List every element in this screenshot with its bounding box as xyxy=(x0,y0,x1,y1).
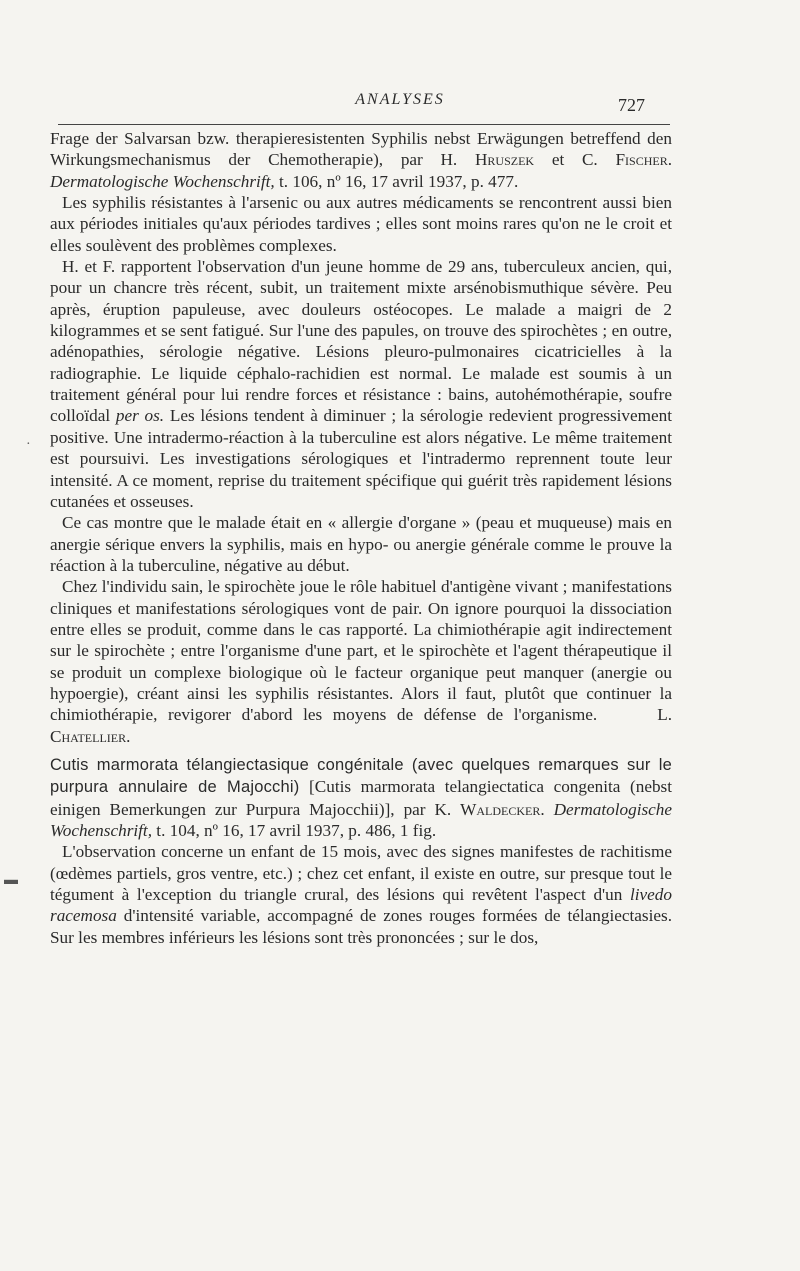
article2-original-title: [Cutis marmorata telangiectatica congenita (nebst einigen Bemerkungen zur Purpura Majocchii)], par K. xyxy=(50,777,673,819)
paragraph-text: Chez l'individu sain, le spirochète joue le rôle habituel d'antigène vivant ; manifestations cliniques et manifestations sérologiques vont de pair. On ignore pourquoi la dissociation entre elles se produit, comme dans le cas rapporté. La chimiothérapie agit indirectement sur le spirochète ; entre l'organisme d'une part, et le spirochète et l'agent thérapeutique il se produit un complexe biologique où le facteur organique peut manquer (anergie ou hypoergie), créant ainsi les syphilis résistantes. Alors il faut, plutôt que continuer la chimiothérapie, revigorer d'abord les moyens de défense de l'organisme. xyxy=(50,577,672,725)
margin-mark: ▬ xyxy=(4,873,18,888)
paragraph xyxy=(50,576,672,747)
running-header: ANALYSES xyxy=(355,91,445,108)
article2-title: Cutis marmorata télangiectasique congénitale (avec quelques remarques sur le purpura annulaire de Majocchi) xyxy=(50,755,672,797)
article1-author: Hruszek xyxy=(474,150,535,170)
paragraph-text: L'observation concerne un enfant de 15 mois, avec des signes manifestes de rachitisme (œdèmes partiels, gros ventre, etc.) ; chez cet enfant, il existe en outre, sur presque tout le tégument à l'exception du triangle crural, des lésions qui revêtent l'aspect d'un xyxy=(50,842,672,905)
paragraph: Ce cas montre que le malade était en « allergie d'organe » (peau et muqueuse) mais en anergie sérique envers la syphilis, mais en hypo- ou anergie générale comme le prouve la réaction à la tuberculine, négative au début. xyxy=(50,513,672,575)
margin-mark: · xyxy=(26,437,31,452)
article1-ref: t. 106, nº 16, 17 avril 1937, p. 477. xyxy=(274,171,519,191)
body-text xyxy=(50,128,672,948)
article2-author: Waldecker. xyxy=(460,799,545,819)
article2-ref: t. 104, nº 16, 17 avril 1937, p. 486, 1 fig. xyxy=(152,821,437,840)
article1-journal: Dermatologische Wochenschrift, xyxy=(50,171,275,191)
paragraph-text: Les lésions tendent à diminuer ; la sérologie redevient progressivement positive. Une intradermo-réaction à la tuberculine est alors négative. Le même traitement est poursuivi. Les investigations sérologiques et l'intradermo reprennent toute leur intensité. A ce moment, reprise du traitement spécifique qui guérit très rapidement lésions cutanées et osseuses. xyxy=(50,406,672,511)
article2-reference xyxy=(50,754,672,841)
paragraph-text: H. et F. rapportent l'observation d'un jeune homme de 29 ans, tuberculeux ancien, qui, pour un chancre très récent, subit, un traitement mixte arsénobismuthique sévère. Peu après, éruption papuleuse, avec douleurs ostéocopes. Le malade a maigri de 2 kilogrammes et se sent fatigué. Sur l'une des papules, on trouve des spirochètes ; en outre, adénopathies, sérologie négative. Lésions pleuro-pulmonaires cicatricielles à la radiographie. Le liquide céphalo-rachidien est normal. Le malade est soumis à un traitement général pour lui rendre forces et résistance : bains, autohémothérapie, soufre colloïdal xyxy=(50,257,672,426)
article1-title-text: Frage der Salvarsan bzw. therapieresistenten Syphilis nebst Erwägungen betreffend den Wirkungsmechanismus der Chemotherapie), par H. xyxy=(50,129,672,170)
paragraph: Les syphilis résistantes à l'arsenic ou aux autres médicaments se rencontrent aussi bien aux périodes initiales qu'aux périodes tardives ; elles sont moins rares qu'on ne le croit et elles soulèvent des problèmes complexes. xyxy=(50,193,672,255)
paragraph-italic: per os. xyxy=(115,406,165,426)
article1-author: Fischer. xyxy=(615,150,672,170)
header-rule xyxy=(58,124,670,125)
paragraph xyxy=(50,841,672,948)
article1-connector: et C. xyxy=(534,150,616,170)
signature: L. Chatellier. xyxy=(50,705,672,746)
paragraph-italic: livedo racemosa xyxy=(50,885,672,926)
article2-journal: Dermatologische Wochenschrift, xyxy=(50,799,673,840)
paragraph-text: d'intensité variable, accompagné de zones rouges formées de télangiectasies. Sur les membres inférieurs les lésions sont très prononcées ; sur le dos, xyxy=(50,906,672,947)
article1-reference xyxy=(50,128,672,192)
page-number: 727 xyxy=(618,95,645,115)
paragraph xyxy=(50,256,672,512)
